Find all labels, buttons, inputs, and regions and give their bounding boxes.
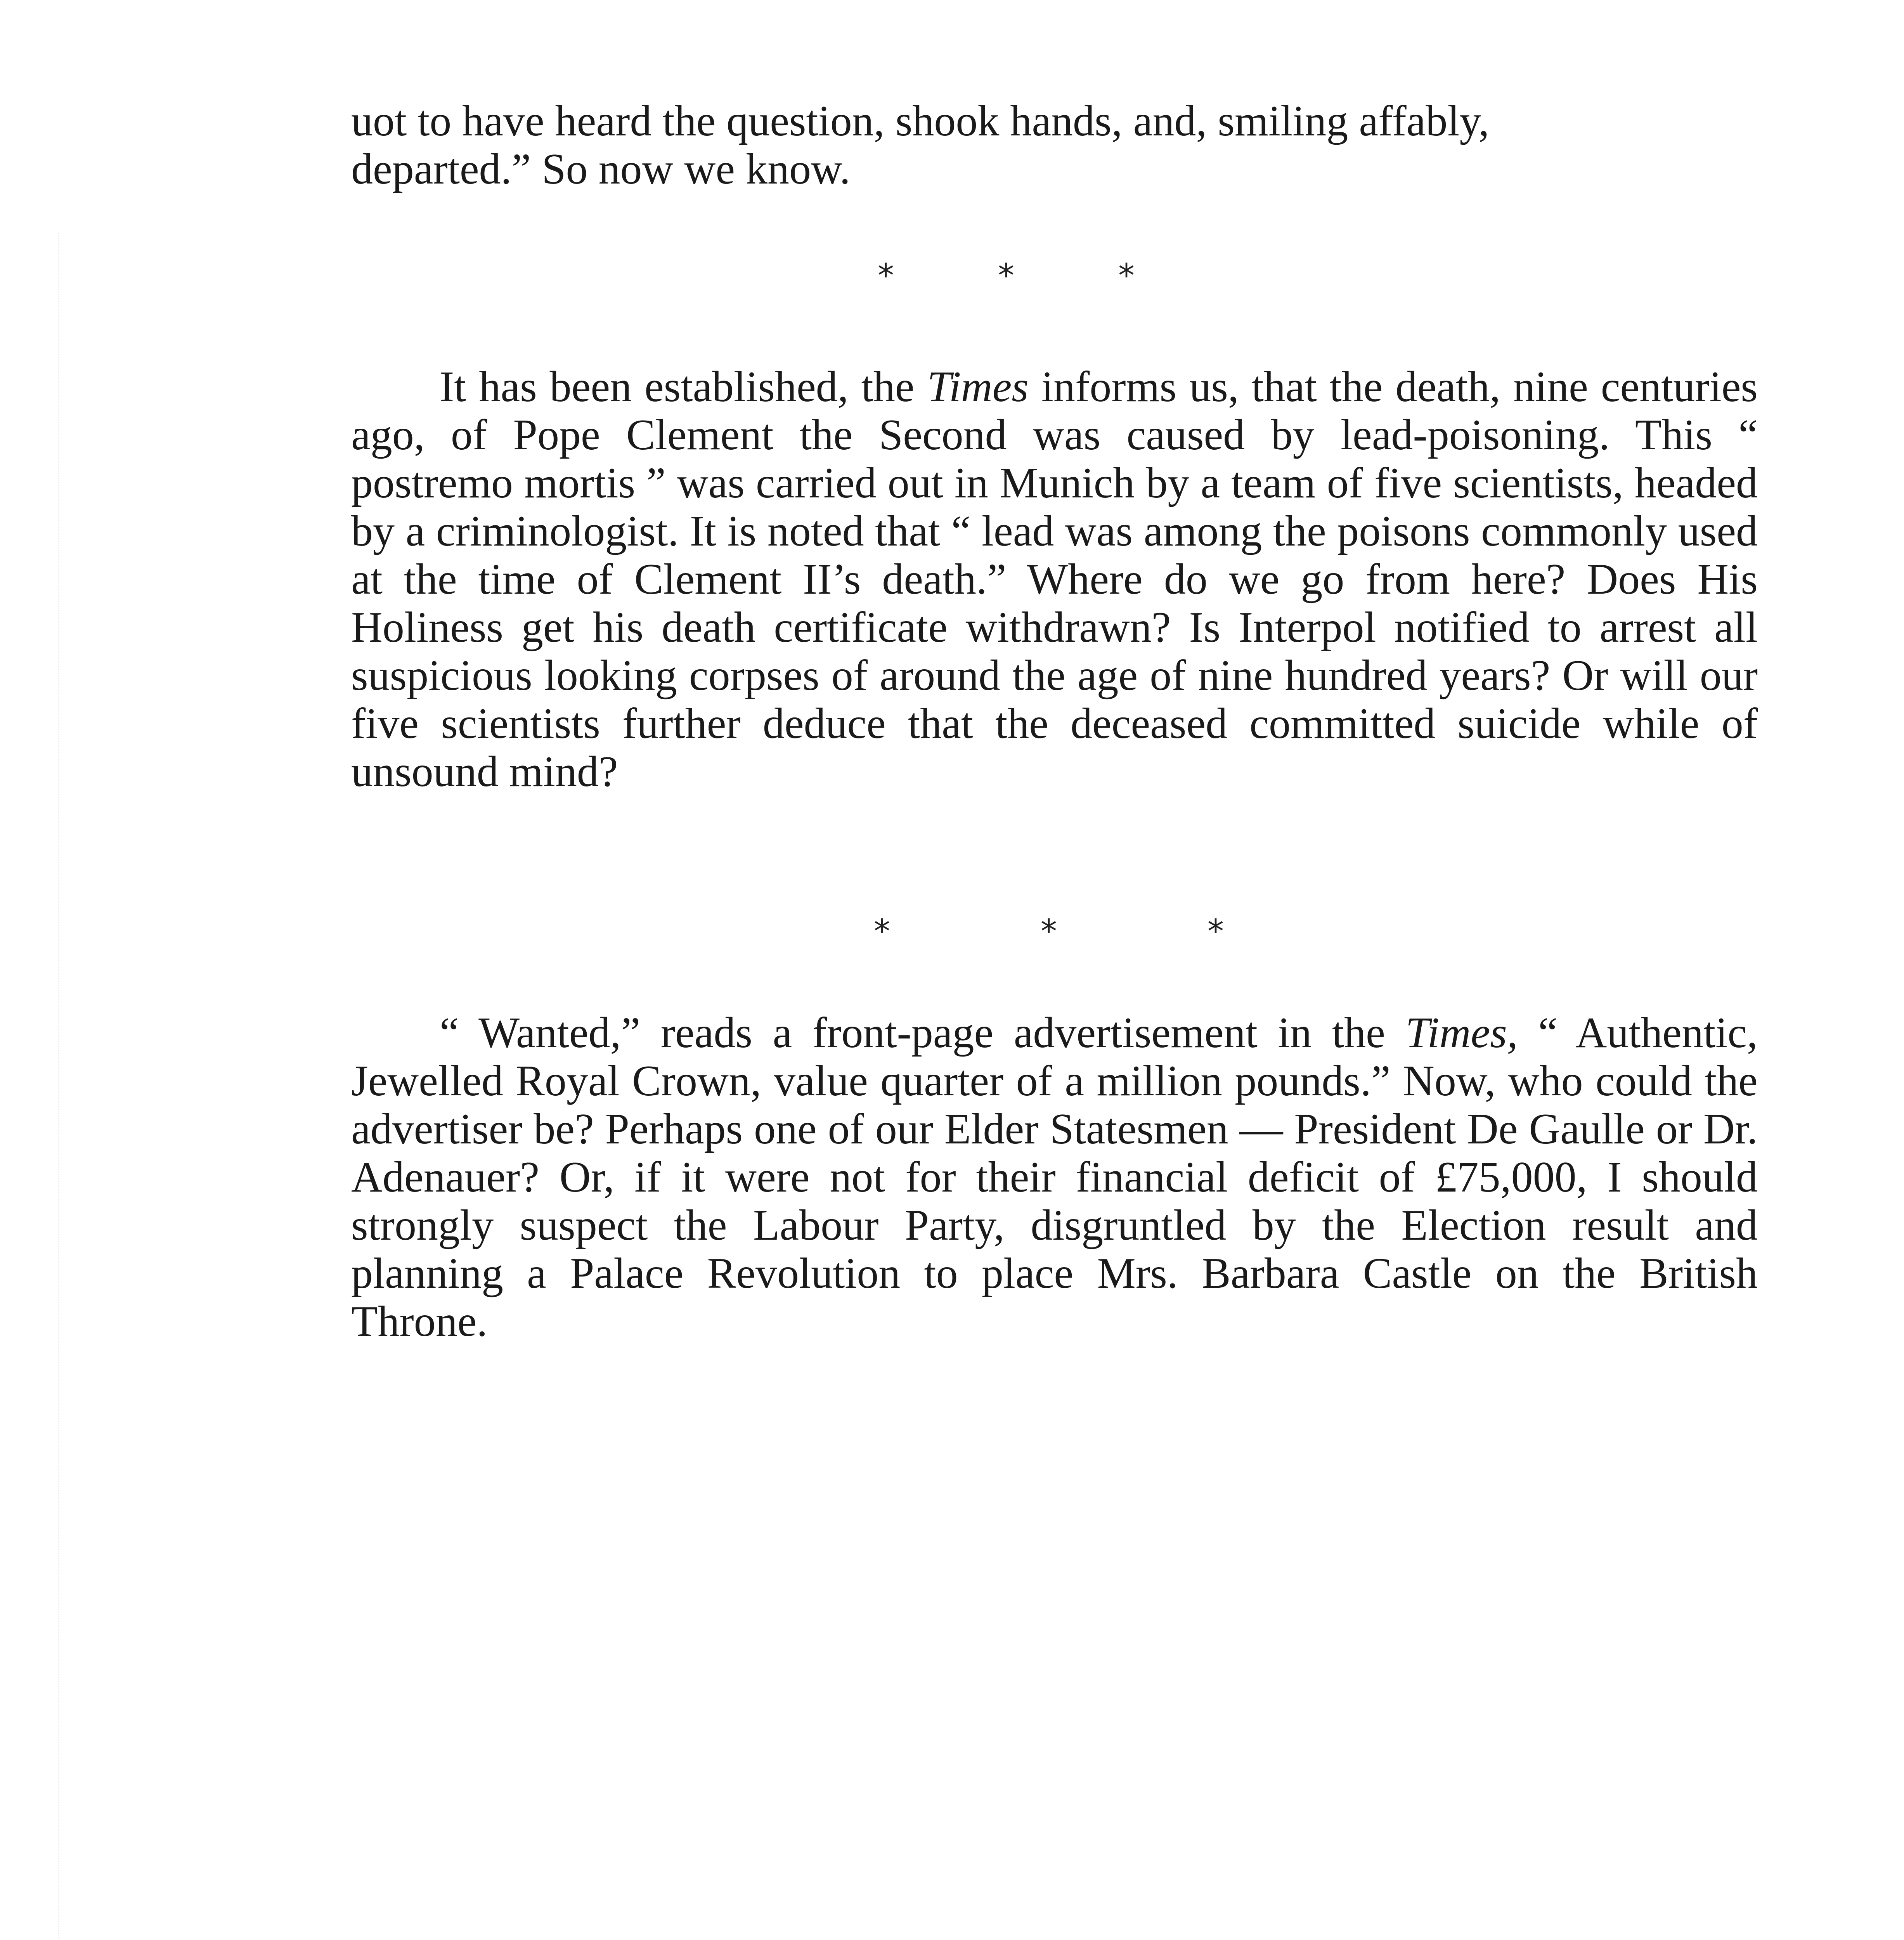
separator-asterisk: * <box>1208 912 1224 950</box>
scan-margin-trace <box>58 233 59 1940</box>
times-italic-2: Times, <box>1405 1009 1518 1057</box>
pope-clement-text <box>351 363 1758 796</box>
separator-asterisk: * <box>998 256 1014 294</box>
wanted-crown-text <box>351 1009 1758 1346</box>
times-italic-1: Times <box>927 363 1029 411</box>
pope-clement-text-part-1: It has been established, the <box>440 363 927 411</box>
separator-asterisk: * <box>874 912 890 950</box>
intro-line-2: departed.” So now we know. <box>351 145 851 193</box>
separator-asterisk: * <box>878 256 894 294</box>
wanted-crown-text-part-1: “ Wanted,” reads a front-page advertisement in the <box>440 1009 1406 1057</box>
intro-line-1: uot to have heard the question, shook hands, and, smiling affably, <box>351 97 1490 145</box>
separator-asterisk: * <box>1041 912 1057 950</box>
wanted-crown-text-part-2: “ Authentic, Jewelled Royal Crown, value quarter of a million pounds.” Now, who could the advertiser be? Perhaps one of our Elder Statesmen — President De Gaulle or Dr. Adenauer? Or, if it were not for their financial deficit of £75,000, I should strongly suspect the Labour Party, disgruntled by the Election result and planning a Palace Revolution to place Mrs. Barbara Castle on the British Throne. <box>351 1009 1758 1346</box>
pope-clement-paragraph <box>351 363 1758 796</box>
section-separator-1 <box>0 252 1904 299</box>
intro-paragraph <box>351 97 1758 193</box>
wanted-crown-paragraph <box>351 1009 1758 1346</box>
separator-asterisk: * <box>1118 256 1135 294</box>
section-separator-2 <box>0 908 1904 954</box>
pope-clement-text-part-2: informs us, that the death, nine centuries ago, of Pope Clement the Second was caused by lead-poisoning. This “ postremo mortis ” was carried out in Munich by a team of five scientists, headed by a criminologist. It is noted that “ lead was among the poisons commonly used at the time of Clement II’s death.” Where do we go from here? Does His Holiness get his death certificate withdrawn? Is Interpol notified to arrest all suspicious looking corpses of around the age of nine hundred years? Or will our five scientists further deduce that the deceased committed suicide while of unsound mind? <box>351 363 1758 796</box>
